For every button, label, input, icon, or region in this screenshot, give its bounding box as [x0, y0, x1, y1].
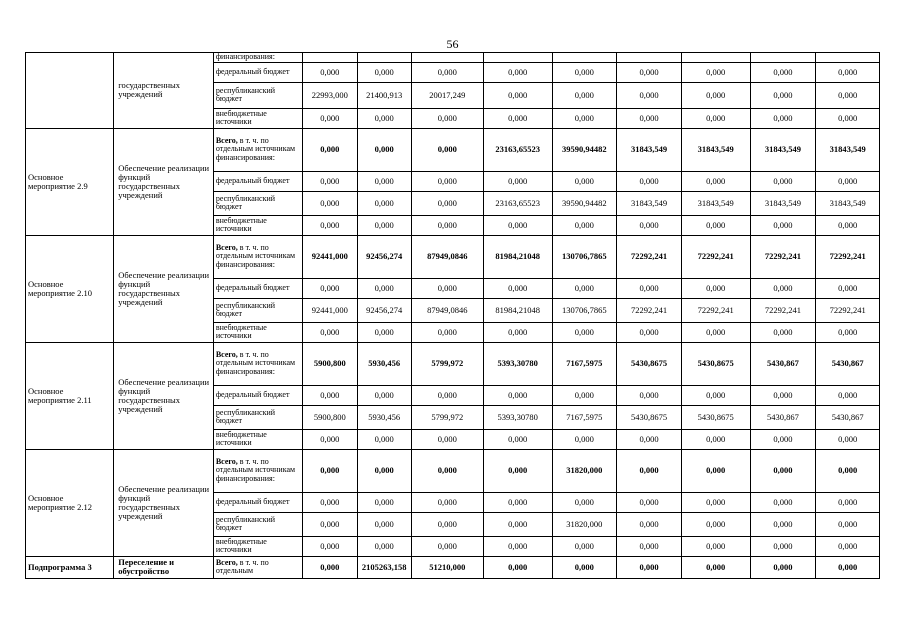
- value-cell: 7167,5975: [552, 342, 617, 385]
- value-cell: 0,000: [617, 556, 682, 578]
- value-cell: 0,000: [411, 215, 483, 235]
- value-cell: 0,000: [750, 385, 816, 405]
- value-cell: 72292,241: [750, 298, 816, 322]
- value-cell: 0,000: [483, 449, 552, 492]
- value-cell: 0,000: [303, 492, 357, 512]
- value-cell: 0,000: [750, 449, 816, 492]
- value-cell: 0,000: [357, 492, 411, 512]
- value-cell: 0,000: [483, 171, 552, 191]
- value-cell: 0,000: [750, 215, 816, 235]
- value-cell: 0,000: [357, 108, 411, 128]
- value-cell: 0,000: [750, 429, 816, 449]
- value-cell: 0,000: [303, 385, 357, 405]
- value-cell: [617, 53, 682, 63]
- value-cell: [681, 53, 750, 63]
- value-cell: 0,000: [617, 62, 682, 82]
- source-label-cell: федеральный бюджет: [213, 171, 302, 191]
- event-cell: Основное мероприятие 2.9: [26, 128, 114, 235]
- value-cell: [357, 53, 411, 63]
- value-cell: 5430,867: [750, 342, 816, 385]
- value-cell: 0,000: [681, 82, 750, 108]
- value-cell: 0,000: [816, 429, 880, 449]
- value-cell: 0,000: [750, 322, 816, 342]
- table-body: [26, 53, 880, 579]
- value-cell: 0,000: [411, 536, 483, 556]
- value-cell: 39590,94482: [552, 191, 617, 215]
- value-cell: 0,000: [816, 108, 880, 128]
- value-cell: 0,000: [303, 429, 357, 449]
- value-cell: 0,000: [411, 512, 483, 536]
- table-row: [26, 128, 880, 171]
- source-label-cell: федеральный бюджет: [213, 385, 302, 405]
- total-label: Всего,: [215, 456, 238, 466]
- value-cell: 0,000: [617, 278, 682, 298]
- value-cell: 92441,000: [303, 235, 357, 278]
- value-cell: 0,000: [483, 215, 552, 235]
- source-label-cell: Всего, в т. ч. по отдельным источникам финансирования:: [213, 235, 302, 278]
- value-cell: 5393,30780: [483, 342, 552, 385]
- value-cell: 0,000: [303, 171, 357, 191]
- value-cell: 0,000: [303, 536, 357, 556]
- value-cell: [750, 53, 816, 63]
- value-cell: 130706,7865: [552, 235, 617, 278]
- value-cell: 72292,241: [617, 298, 682, 322]
- value-cell: 5430,8675: [617, 342, 682, 385]
- value-cell: 0,000: [816, 449, 880, 492]
- source-label-cell: Всего, в т. ч. по отдельным: [213, 556, 302, 578]
- value-cell: 5430,8675: [681, 405, 750, 429]
- value-cell: 5930,456: [357, 342, 411, 385]
- value-cell: 0,000: [816, 512, 880, 536]
- value-cell: 0,000: [411, 449, 483, 492]
- value-cell: 0,000: [681, 492, 750, 512]
- value-cell: 0,000: [357, 191, 411, 215]
- value-cell: 0,000: [681, 385, 750, 405]
- value-cell: [552, 53, 617, 63]
- value-cell: 0,000: [681, 171, 750, 191]
- value-cell: 0,000: [411, 128, 483, 171]
- event-cell: Основное мероприятие 2.10: [26, 235, 114, 342]
- value-cell: [411, 53, 483, 63]
- value-cell: 0,000: [357, 128, 411, 171]
- value-cell: 0,000: [552, 278, 617, 298]
- value-cell: 31843,549: [750, 191, 816, 215]
- value-cell: 72292,241: [617, 235, 682, 278]
- value-cell: 2105263,158: [357, 556, 411, 578]
- value-cell: 0,000: [552, 171, 617, 191]
- value-cell: 0,000: [552, 82, 617, 108]
- value-cell: 0,000: [483, 512, 552, 536]
- value-cell: 5799,972: [411, 405, 483, 429]
- value-cell: 92456,274: [357, 298, 411, 322]
- value-cell: 23163,65523: [483, 191, 552, 215]
- value-cell: 0,000: [816, 536, 880, 556]
- value-cell: 0,000: [303, 191, 357, 215]
- value-cell: [483, 53, 552, 63]
- value-cell: 5900,800: [303, 405, 357, 429]
- value-cell: 72292,241: [816, 235, 880, 278]
- value-cell: 0,000: [816, 215, 880, 235]
- value-cell: 5430,867: [816, 405, 880, 429]
- source-label-cell: республиканский бюджет: [213, 191, 302, 215]
- value-cell: 0,000: [750, 171, 816, 191]
- value-cell: 0,000: [681, 556, 750, 578]
- table-row: [26, 342, 880, 385]
- budget-table: [25, 52, 880, 579]
- value-cell: 0,000: [816, 171, 880, 191]
- table-row: [26, 556, 880, 578]
- value-cell: 0,000: [357, 278, 411, 298]
- page-number: 56: [446, 37, 459, 51]
- value-cell: 0,000: [411, 62, 483, 82]
- value-cell: 0,000: [617, 82, 682, 108]
- value-cell: 0,000: [552, 536, 617, 556]
- value-cell: 5799,972: [411, 342, 483, 385]
- value-cell: 0,000: [357, 215, 411, 235]
- value-cell: 5393,30780: [483, 405, 552, 429]
- value-cell: 0,000: [552, 108, 617, 128]
- value-cell: 0,000: [617, 385, 682, 405]
- value-cell: 0,000: [816, 385, 880, 405]
- value-cell: 0,000: [617, 429, 682, 449]
- value-cell: 0,000: [750, 108, 816, 128]
- program-name-cell: Обеспечение реализации функций государственных учреждений: [114, 449, 214, 556]
- value-cell: 39590,94482: [552, 128, 617, 171]
- table-row: [26, 235, 880, 278]
- value-cell: 81984,21048: [483, 298, 552, 322]
- value-cell: 0,000: [303, 556, 357, 578]
- value-cell: 0,000: [681, 62, 750, 82]
- value-cell: 0,000: [617, 536, 682, 556]
- table-row: [26, 53, 880, 63]
- source-label-cell: внебюджетные источники: [213, 215, 302, 235]
- value-cell: 31843,549: [681, 128, 750, 171]
- value-cell: 0,000: [357, 62, 411, 82]
- value-cell: 0,000: [483, 385, 552, 405]
- value-cell: 5900,800: [303, 342, 357, 385]
- value-cell: 72292,241: [681, 298, 750, 322]
- source-label-cell: внебюджетные источники: [213, 429, 302, 449]
- value-cell: 0,000: [816, 492, 880, 512]
- value-cell: 0,000: [750, 82, 816, 108]
- value-cell: 87949,0846: [411, 235, 483, 278]
- value-cell: 0,000: [303, 278, 357, 298]
- value-cell: 0,000: [750, 492, 816, 512]
- value-cell: 0,000: [357, 322, 411, 342]
- value-cell: 0,000: [303, 128, 357, 171]
- value-cell: 0,000: [357, 512, 411, 536]
- value-cell: 0,000: [303, 108, 357, 128]
- value-cell: 0,000: [552, 429, 617, 449]
- value-cell: 0,000: [617, 512, 682, 536]
- source-label-cell: финансирования:: [213, 53, 302, 63]
- value-cell: 0,000: [681, 322, 750, 342]
- value-cell: 0,000: [617, 449, 682, 492]
- value-cell: 0,000: [483, 322, 552, 342]
- value-cell: 5430,8675: [681, 342, 750, 385]
- value-cell: 0,000: [552, 492, 617, 512]
- value-cell: 0,000: [681, 536, 750, 556]
- value-cell: 0,000: [617, 171, 682, 191]
- value-cell: 72292,241: [816, 298, 880, 322]
- value-cell: 0,000: [357, 449, 411, 492]
- value-cell: 5430,867: [816, 342, 880, 385]
- value-cell: 31820,000: [552, 512, 617, 536]
- value-cell: 0,000: [750, 556, 816, 578]
- source-label-cell: внебюджетные источники: [213, 108, 302, 128]
- value-cell: 0,000: [411, 278, 483, 298]
- value-cell: 0,000: [816, 278, 880, 298]
- source-label-cell: федеральный бюджет: [213, 278, 302, 298]
- value-cell: 0,000: [483, 556, 552, 578]
- source-label-cell: внебюджетные источники: [213, 322, 302, 342]
- value-cell: 0,000: [411, 191, 483, 215]
- value-cell: 51210,000: [411, 556, 483, 578]
- value-cell: 7167,5975: [552, 405, 617, 429]
- value-cell: 5430,867: [750, 405, 816, 429]
- value-cell: 0,000: [750, 62, 816, 82]
- value-cell: 0,000: [816, 322, 880, 342]
- event-cell: Подпрограмма 3: [26, 556, 114, 578]
- value-cell: 0,000: [681, 215, 750, 235]
- source-label-cell: республиканский бюджет: [213, 82, 302, 108]
- value-cell: 5930,456: [357, 405, 411, 429]
- value-cell: 0,000: [483, 82, 552, 108]
- value-cell: 0,000: [750, 278, 816, 298]
- value-cell: 20017,249: [411, 82, 483, 108]
- value-cell: 31843,549: [816, 128, 880, 171]
- value-cell: 81984,21048: [483, 235, 552, 278]
- value-cell: 0,000: [552, 385, 617, 405]
- value-cell: 0,000: [303, 449, 357, 492]
- value-cell: 31843,549: [617, 128, 682, 171]
- value-cell: 0,000: [483, 278, 552, 298]
- source-label-cell: федеральный бюджет: [213, 492, 302, 512]
- value-cell: 0,000: [411, 492, 483, 512]
- value-cell: 0,000: [816, 62, 880, 82]
- total-label: Всего,: [215, 557, 238, 567]
- source-label-cell: Всего, в т. ч. по отдельным источникам финансирования:: [213, 342, 302, 385]
- program-name-cell: Обеспечение реализации функций государственных учреждений: [114, 342, 214, 449]
- value-cell: 72292,241: [681, 235, 750, 278]
- value-cell: 5430,8675: [617, 405, 682, 429]
- value-cell: 31843,549: [750, 128, 816, 171]
- value-cell: 72292,241: [750, 235, 816, 278]
- value-cell: 0,000: [303, 322, 357, 342]
- value-cell: 0,000: [552, 322, 617, 342]
- value-cell: 0,000: [411, 171, 483, 191]
- event-cell: Основное мероприятие 2.12: [26, 449, 114, 556]
- value-cell: 0,000: [681, 278, 750, 298]
- value-cell: 0,000: [750, 536, 816, 556]
- value-cell: [816, 53, 880, 63]
- value-cell: 0,000: [357, 429, 411, 449]
- value-cell: 0,000: [303, 215, 357, 235]
- value-cell: 0,000: [483, 62, 552, 82]
- value-cell: 21400,913: [357, 82, 411, 108]
- value-cell: 0,000: [411, 108, 483, 128]
- program-name-cell: государственных учреждений: [114, 53, 214, 129]
- value-cell: 23163,65523: [483, 128, 552, 171]
- value-cell: 0,000: [681, 449, 750, 492]
- total-label: Всего,: [215, 349, 238, 359]
- value-cell: 130706,7865: [552, 298, 617, 322]
- source-label-cell: республиканский бюджет: [213, 298, 302, 322]
- program-name-cell: Обеспечение реализации функций государственных учреждений: [114, 235, 214, 342]
- source-label-cell: республиканский бюджет: [213, 405, 302, 429]
- value-cell: 0,000: [552, 215, 617, 235]
- value-cell: 92441,000: [303, 298, 357, 322]
- value-cell: 22993,000: [303, 82, 357, 108]
- program-name-cell: Переселение и обустройство: [114, 556, 214, 578]
- value-cell: 0,000: [816, 556, 880, 578]
- program-name-cell: Обеспечение реализации функций государственных учреждений: [114, 128, 214, 235]
- value-cell: 0,000: [617, 215, 682, 235]
- value-cell: 0,000: [411, 322, 483, 342]
- table-row: [26, 449, 880, 492]
- value-cell: 31843,549: [617, 191, 682, 215]
- total-label: Всего,: [215, 242, 238, 252]
- value-cell: 0,000: [617, 322, 682, 342]
- value-cell: 0,000: [681, 108, 750, 128]
- value-cell: 0,000: [483, 492, 552, 512]
- value-cell: 0,000: [681, 512, 750, 536]
- value-cell: 0,000: [750, 512, 816, 536]
- value-cell: 0,000: [303, 512, 357, 536]
- value-cell: 0,000: [411, 385, 483, 405]
- total-label: Всего,: [215, 135, 238, 145]
- value-cell: 0,000: [483, 536, 552, 556]
- value-cell: 0,000: [411, 429, 483, 449]
- value-cell: 0,000: [357, 171, 411, 191]
- value-cell: 31843,549: [681, 191, 750, 215]
- value-cell: 0,000: [681, 429, 750, 449]
- source-label-cell: Всего, в т. ч. по отдельным источникам финансирования:: [213, 449, 302, 492]
- value-cell: 0,000: [816, 82, 880, 108]
- value-cell: 0,000: [357, 385, 411, 405]
- value-cell: 92456,274: [357, 235, 411, 278]
- value-cell: 0,000: [552, 556, 617, 578]
- value-cell: 0,000: [483, 108, 552, 128]
- source-label-cell: Всего, в т. ч. по отдельным источникам финансирования:: [213, 128, 302, 171]
- value-cell: 31820,000: [552, 449, 617, 492]
- value-cell: [303, 53, 357, 63]
- value-cell: 0,000: [357, 536, 411, 556]
- source-label-cell: внебюджетные источники: [213, 536, 302, 556]
- value-cell: 0,000: [303, 62, 357, 82]
- value-cell: 0,000: [617, 108, 682, 128]
- event-cell: [26, 53, 114, 129]
- source-label-cell: федеральный бюджет: [213, 62, 302, 82]
- event-cell: Основное мероприятие 2.11: [26, 342, 114, 449]
- value-cell: 0,000: [483, 429, 552, 449]
- value-cell: 31843,549: [816, 191, 880, 215]
- value-cell: 0,000: [552, 62, 617, 82]
- value-cell: 0,000: [617, 492, 682, 512]
- value-cell: 87949,0846: [411, 298, 483, 322]
- source-label-cell: республиканский бюджет: [213, 512, 302, 536]
